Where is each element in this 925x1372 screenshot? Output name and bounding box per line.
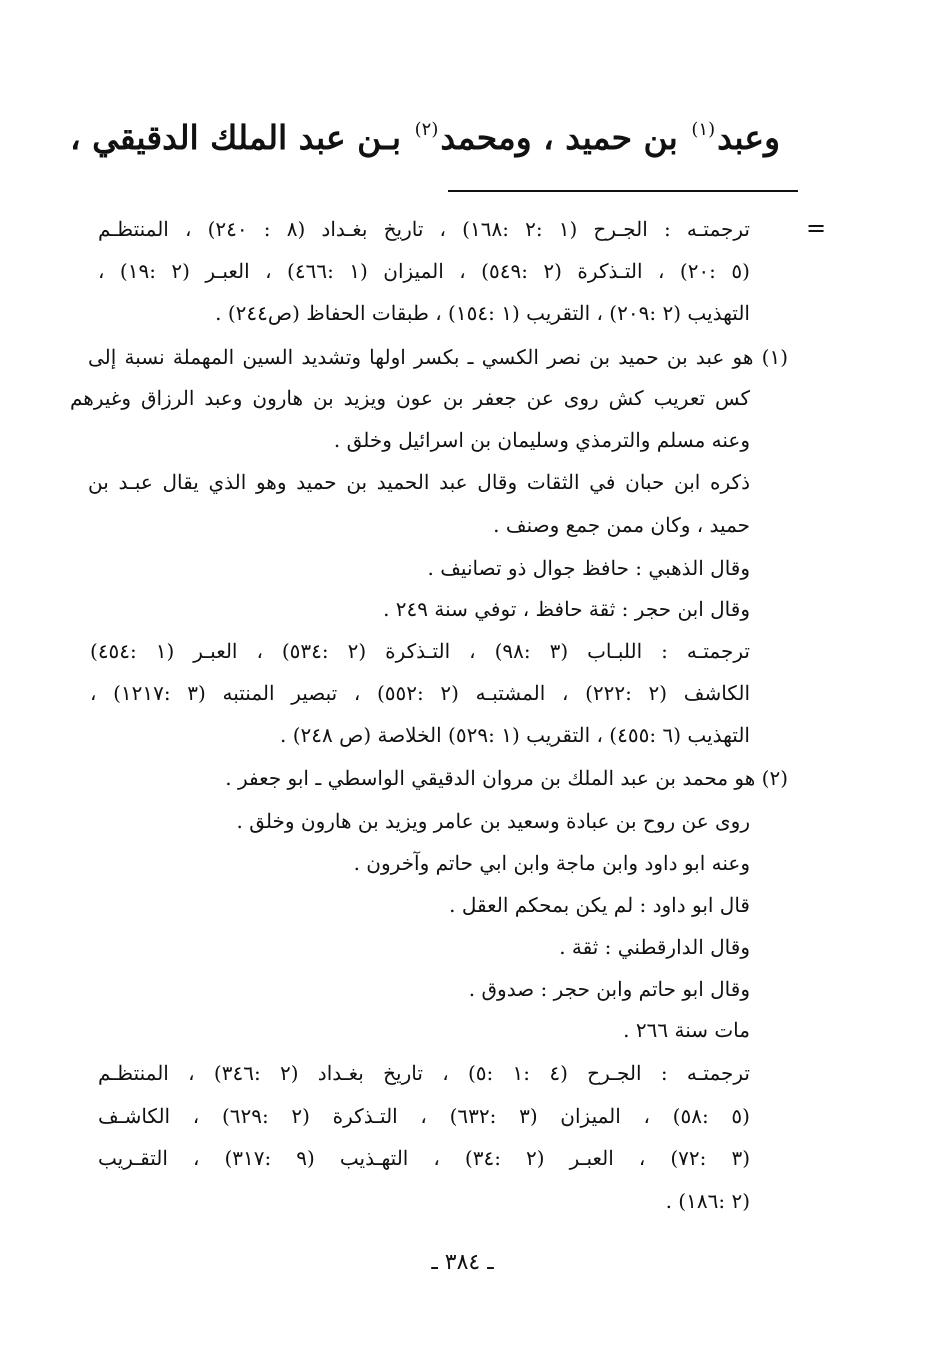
footnote-line: التهذيب (٢ :٢٠٩) ، التقريب (١ :١٥٤) ، طبقات الحفاظ (ص٢٤٤) . <box>215 301 750 325</box>
continuation-mark: = <box>806 214 827 242</box>
footnote-line: (٢) هو محمد بن عبد الملك بن مروان الدقيقي الواسطي ـ ابو جعفر . <box>225 766 788 790</box>
page-number: ـ ٣٨٤ ـ <box>431 1250 494 1275</box>
footnote-line: روى عن روح بن عبادة وسعيد بن عامر ويزيد بن هارون وخلق . <box>236 809 750 833</box>
footnote-line: وقال الدارقطني : ثقة . <box>559 935 750 959</box>
footnote-line: الكاشف (٢ :٢٢٢) ، المشتبـه (٢ :٥٥٢) ، تبصير المنتبه (٣ :١٢١٧) ، <box>90 681 751 705</box>
heading-part-2: بن حميد ، ومحمد <box>440 118 678 157</box>
footnote-divider <box>448 190 798 192</box>
footnote-ref-1: (١) <box>691 119 716 140</box>
footnote-line: (٢ :١٨٦) . <box>665 1189 750 1213</box>
heading-part-1: وعبد <box>717 118 780 157</box>
footnote-line: مات سنة ٢٦٦ . <box>623 1018 750 1042</box>
heading-part-3: بـن عبد الملك الدقيقي ، <box>70 118 402 157</box>
footnote-line: (٥ :٥٨) ، الميزان (٣ :٦٣٢) ، التـذكرة (٢ :٦٢٩) ، الكاشـف <box>98 1104 750 1128</box>
footnote-ref-2: (٢) <box>414 119 439 140</box>
footnote-line: ترجمتـه : اللبـاب (٣ :٩٨) ، التـذكرة (٢ :٥٣٤) ، العبـر (١ :٤٥٤) <box>90 639 750 663</box>
footnote-line: حميد ، وكان ممن جمع وصنف . <box>493 513 750 537</box>
footnote-line: قال ابو داود : لم يكن بمحكم العقل . <box>449 893 750 917</box>
footnote-line: (٥ :٢٠) ، التـذكرة (٢ :٥٤٩) ، الميزان (١ :٤٦٦) ، العبـر (٢ :١٩) ، <box>98 259 750 283</box>
footnote-line: وقال الذهبي : حافظ جوال ذو تصانيف . <box>427 556 750 580</box>
footnote-line: كس تعريب كش روى عن جعفر بن عون ويزيد بن هارون وعبد الرزاق وغيرهم <box>70 386 750 410</box>
footnote-line: (٣ :٧٢) ، العبـر (٢ :٣٤) ، التهـذيب (٩ :٣١٧) ، التقـريب <box>98 1146 750 1170</box>
page-heading <box>70 118 780 157</box>
footnote-line: ترجمتـه : الجـرح (١ :٢ :١٦٨) ، تاريخ بغـداد (٨ : ٢٤٠) ، المنتظـم <box>98 217 750 241</box>
footnote-line: (١) هو عبد بن حميد بن نصر الكسي ـ بكسر اولها وتشديد السين المهملة نسبة إلى <box>88 345 788 369</box>
footnote-line: التهذيب (٦ :٤٥٥) ، التقريب (١ :٥٢٩) الخلاصة (ص ٢٤٨) . <box>280 723 750 747</box>
footnote-line: وعنه ابو داود وابن ماجة وابن ابي حاتم وآخرون . <box>353 851 750 875</box>
footnote-line: وقال ابو حاتم وابن حجر : صدوق . <box>468 977 750 1001</box>
footnote-line: وقال ابن حجر : ثقة حافظ ، توفي سنة ٢٤٩ . <box>383 597 750 621</box>
footnote-line: ترجمتـه : الجـرح (٤ :١ :٥) ، تاريخ بغـداد (٢ :٣٤٦) ، المنتظـم <box>98 1061 750 1085</box>
footnote-line: ذكره ابن حبان في الثقات وقال عبد الحميد بن حميد وهو الذي يقال عبـد بن <box>88 470 750 494</box>
footnote-line: وعنه مسلم والترمذي وسليمان بن اسرائيل وخلق . <box>333 428 750 452</box>
